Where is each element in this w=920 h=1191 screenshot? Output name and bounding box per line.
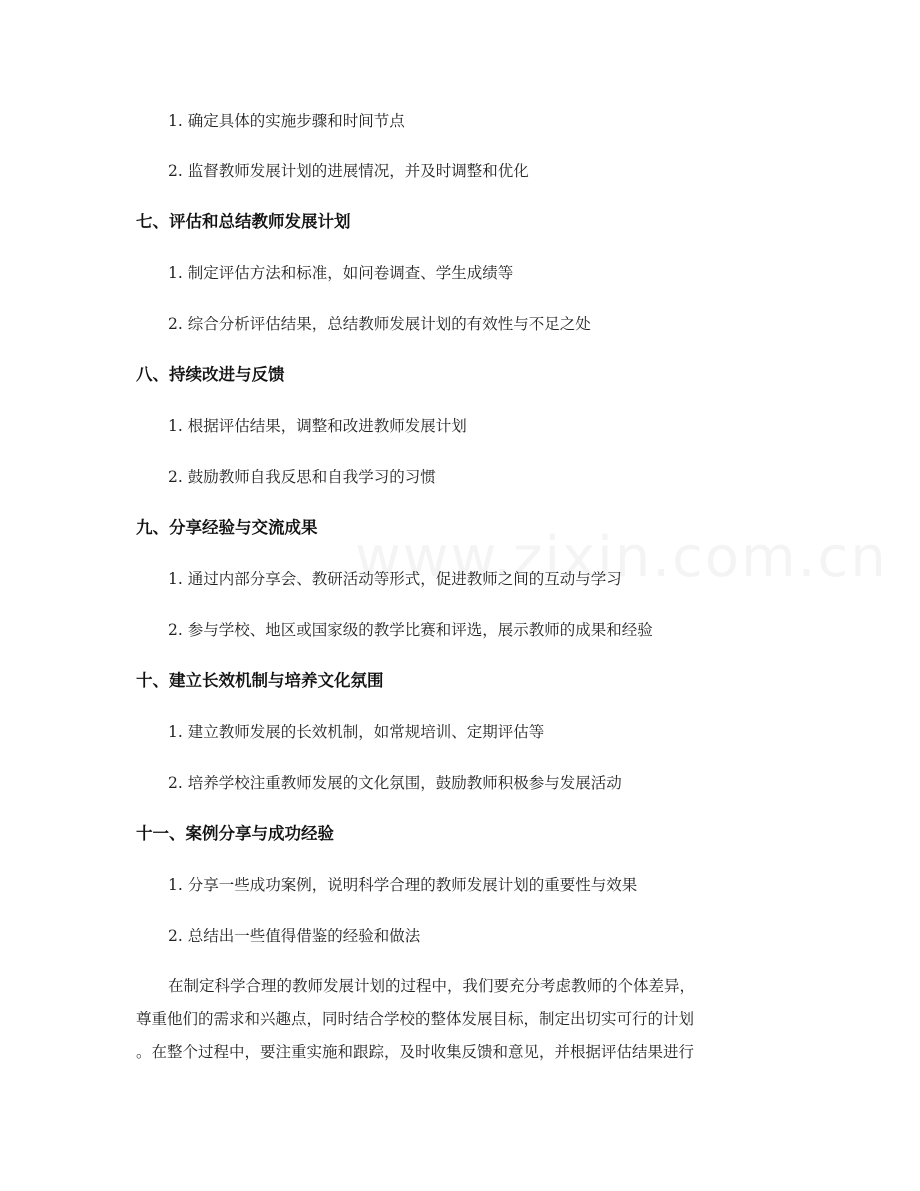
conclusion-line: 。在整个过程中，要注重实施和跟踪，及时收集反馈和意见，并根据评估结果进行	[136, 1043, 695, 1061]
conclusion-line: 尊重他们的需求和兴趣点，同时结合学校的整体发展目标，制定出切实可行的计划	[136, 1010, 695, 1028]
list-item: 1. 确定具体的实施步骤和时间节点	[168, 112, 405, 130]
conclusion-line: 在制定科学合理的教师发展计划的过程中，我们要充分考虑教师的个体差异，	[168, 977, 696, 995]
list-item: 2. 总结出一些值得借鉴的经验和做法	[168, 927, 421, 945]
section-heading: 九、分享经验与交流成果	[136, 518, 318, 537]
list-item: 2. 参与学校、地区或国家级的教学比赛和评选，展示教师的成果和经验	[168, 621, 653, 639]
section-heading: 八、持续改进与反馈	[136, 365, 285, 384]
list-item: 1. 通过内部分享会、教研活动等形式，促进教师之间的互动与学习	[168, 570, 622, 588]
list-item: 1. 制定评估方法和标准，如问卷调查、学生成绩等	[168, 264, 514, 282]
section-heading: 七、评估和总结教师发展计划	[136, 212, 351, 231]
list-item: 1. 分享一些成功案例，说明科学合理的教师发展计划的重要性与效果	[168, 876, 638, 894]
list-item: 2. 鼓励教师自我反思和自我学习的习惯	[168, 468, 436, 486]
list-item: 2. 综合分析评估结果，总结教师发展计划的有效性与不足之处	[168, 315, 591, 333]
list-item: 2. 培养学校注重教师发展的文化氛围，鼓励教师积极参与发展活动	[168, 774, 622, 792]
section-heading: 十一、案例分享与成功经验	[136, 824, 334, 843]
list-item: 1. 建立教师发展的长效机制，如常规培训、定期评估等	[168, 723, 545, 741]
section-heading: 十、建立长效机制与培养文化氛围	[136, 671, 384, 690]
list-item: 2. 监督教师发展计划的进展情况，并及时调整和优化	[168, 162, 529, 180]
list-item: 1. 根据评估结果，调整和改进教师发展计划	[168, 417, 467, 435]
